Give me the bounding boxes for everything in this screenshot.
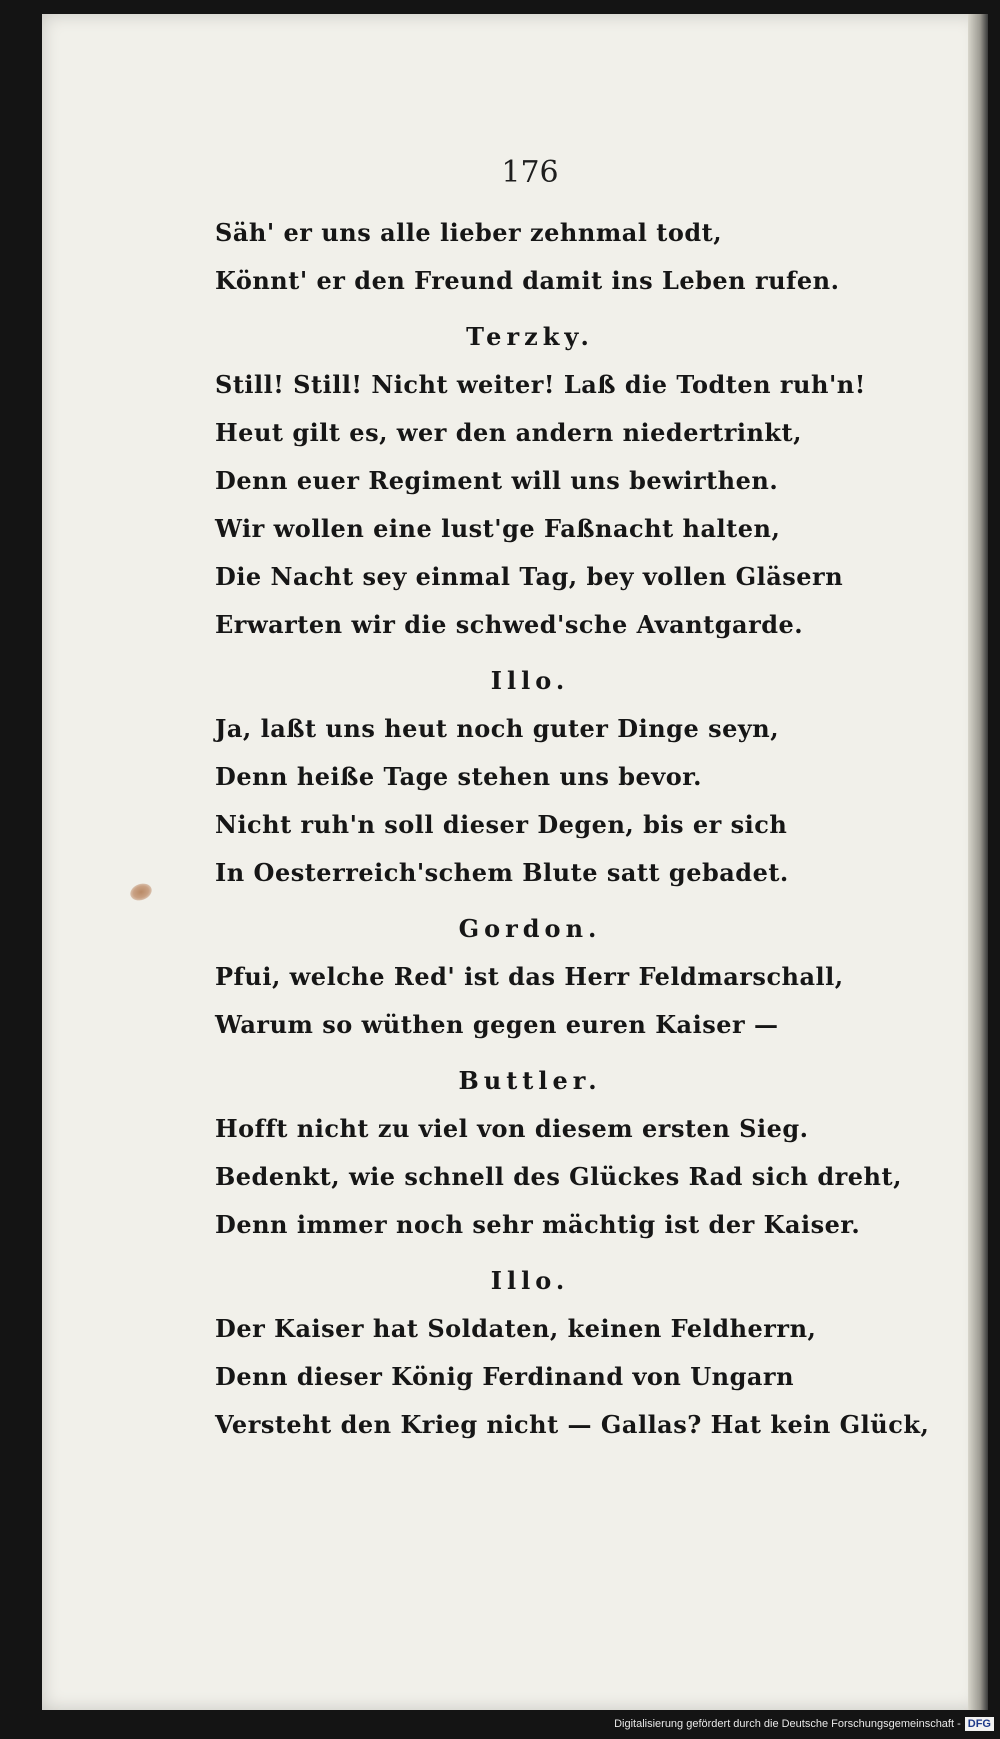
speaker-name: Illo. bbox=[490, 666, 570, 695]
verse-line: Die Nacht sey einmal Tag, bey vollen Gläsern bbox=[215, 562, 844, 591]
speaker-name: Illo. bbox=[490, 1266, 570, 1295]
verse-line: Versteht den Krieg nicht — Gallas? Hat kein Glück, bbox=[215, 1410, 930, 1439]
verse-line: Warum so wüthen gegen euren Kaiser — bbox=[215, 1010, 779, 1039]
verse-line: Säh' er uns alle lieber zehnmal todt, bbox=[215, 218, 723, 247]
verse-line: Nicht ruh'n soll dieser Degen, bis er sich bbox=[215, 810, 788, 839]
speaker-name: Terzky. bbox=[466, 322, 594, 351]
verse-line: Denn immer noch sehr mächtig ist der Kaiser. bbox=[215, 1210, 861, 1239]
verse-line: Heut gilt es, wer den andern niedertrinkt, bbox=[215, 418, 802, 447]
verse-line: Könnt' er den Freund damit ins Leben rufen. bbox=[215, 266, 840, 295]
dfg-logo-icon: DFG bbox=[965, 1717, 994, 1731]
verse-line: Erwarten wir die schwed'sche Avantgarde. bbox=[215, 610, 804, 639]
verse-line: Ja, laßt uns heut noch guter Dinge seyn, bbox=[215, 714, 780, 743]
verse-line: Der Kaiser hat Soldaten, keinen Feldherrn, bbox=[215, 1314, 817, 1343]
verse-line: Wir wollen eine lust'ge Faßnacht halten, bbox=[215, 514, 781, 543]
page-edge bbox=[968, 14, 988, 1710]
verse-line: Bedenkt, wie schnell des Glückes Rad sich dreht, bbox=[215, 1162, 902, 1191]
verse-line: Denn dieser König Ferdinand von Ungarn bbox=[215, 1362, 795, 1391]
speaker-name: Gordon. bbox=[458, 914, 602, 943]
digitization-footer bbox=[614, 1717, 994, 1731]
speaker-name: Buttler. bbox=[458, 1066, 602, 1095]
footer-text: Digitalisierung gefördert durch die Deutsche Forschungsgemeinschaft - bbox=[614, 1718, 961, 1730]
page-number: 176 bbox=[501, 155, 559, 190]
verse-line: In Oesterreich'schem Blute satt gebadet. bbox=[215, 858, 789, 887]
verse-line: Pfui, welche Red' ist das Herr Feldmarschall, bbox=[215, 962, 844, 991]
verse-line: Denn euer Regiment will uns bewirthen. bbox=[215, 466, 779, 495]
verse-line: Denn heiße Tage stehen uns bevor. bbox=[215, 762, 703, 791]
verse-line: Still! Still! Nicht weiter! Laß die Todten ruh'n! bbox=[215, 370, 866, 399]
verse-line: Hofft nicht zu viel von diesem ersten Sieg. bbox=[215, 1114, 809, 1143]
